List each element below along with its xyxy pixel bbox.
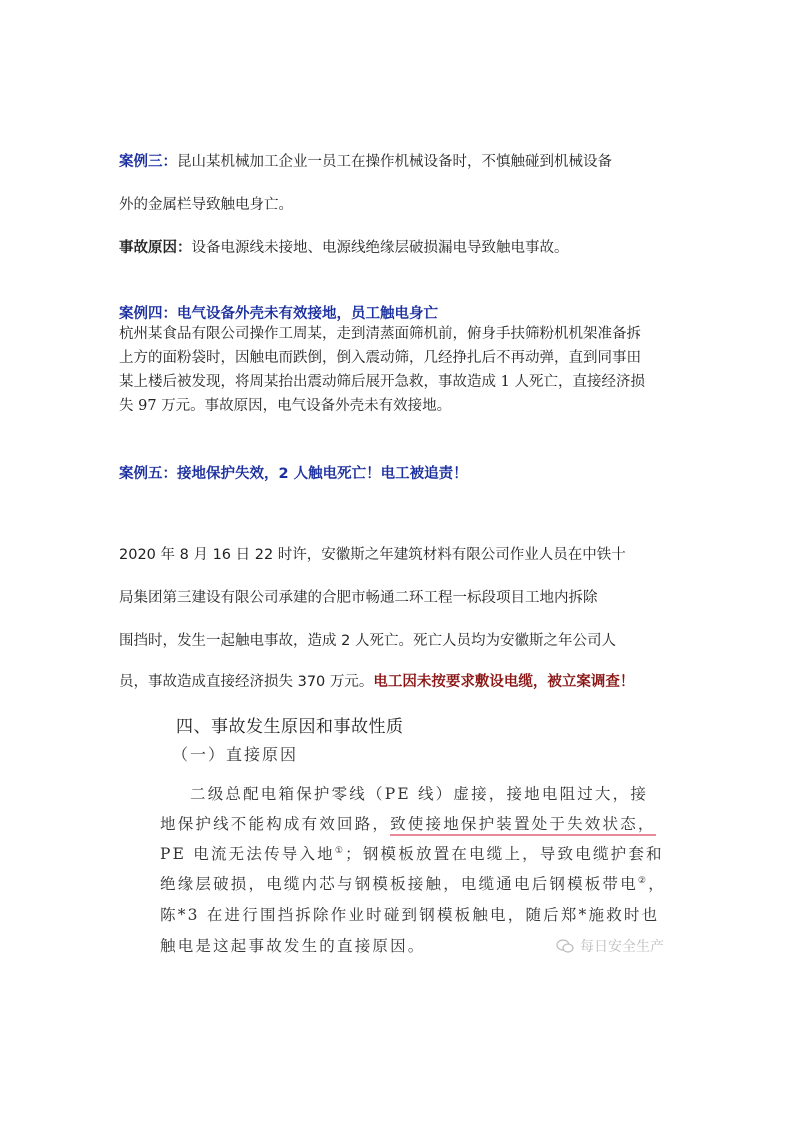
image-subheading: （一）直接原因	[172, 745, 299, 764]
image-line-3b: ；钢模板放置在电缆上，导致电缆护套和	[345, 845, 664, 863]
case4-line: 杭州某食品有限公司操作工周某，走到清蒸面筛机前，俯身手扶筛粉机机架准备拆	[119, 326, 641, 342]
wechat-icon	[556, 939, 574, 953]
embedded-document-image	[160, 700, 680, 970]
image-line-1: 二级总配电箱保护零线（PE 线）虚接，接地电阻过大，接	[190, 785, 649, 803]
case4-body	[119, 322, 645, 418]
image-line-3a: PE 电流无法传导入地	[160, 845, 335, 863]
case4-title: 案例四：电气设备外壳未有效接地，员工触电身亡	[119, 305, 438, 322]
footnote-marker-1: ①	[334, 845, 346, 856]
image-underlined-text: 致使接地保护装置处于失效状态，	[390, 815, 656, 836]
case3-cause-label: 事故原因：	[119, 240, 192, 256]
case5-line: 局集团第三建设有限公司承建的合肥市畅通二环工程一标段项目工地内拆除	[119, 590, 598, 606]
image-line-4	[160, 872, 666, 894]
image-line-3	[160, 842, 664, 864]
image-line-4b: ，	[648, 875, 666, 893]
footnote-marker-2: ②	[637, 875, 649, 886]
case5-last-line	[119, 670, 634, 691]
case3-cause-text: 设备电源线未接地、电源线绝缘层破损漏电导致触电事故。	[191, 240, 569, 256]
case4-line: 某上楼后被发现，将周某抬出震动筛后展开急救，事故造成 1 人死亡，直接经济损	[119, 374, 645, 390]
case5-highlight: 电工因未按要求敷设电缆，被立案调查！	[373, 674, 635, 690]
image-line-2a: 地保护线不能构成有效回路，	[160, 815, 391, 833]
case5-title: 案例五：接地保护失效，2 人触电死亡！电工被追责！	[119, 466, 468, 482]
case5-line: 员，事故造成直接经济损失 370 万元。	[119, 674, 374, 690]
case4-line: 失 97 万元。事故原因，电气设备外壳未有效接地。	[119, 398, 452, 414]
case3-line1	[119, 150, 612, 171]
image-heading: 四、事故发生原因和事故性质	[176, 717, 404, 737]
case3-cause	[119, 236, 569, 257]
watermark	[556, 936, 664, 956]
image-line-2	[160, 812, 656, 834]
image-line-4a: 绝缘层破损，电缆内芯与钢模板接触，电缆通电后钢模板带电	[160, 875, 638, 893]
image-line-6: 触电是这起事故发生的直接原因。	[160, 937, 426, 955]
watermark-text: 每日安全生产	[580, 939, 664, 955]
image-line-5: 陈*3 在进行围挡拆除作业时碰到钢模板触电，随后郑*施救时也	[160, 906, 660, 924]
case3-text-1: 昆山某机械加工企业一员工在操作机械设备时，不慎触碰到机械设备	[177, 154, 612, 170]
case5-line: 围挡时，发生一起触电事故，造成 2 人死亡。死亡人员均为安徽斯之年公司人	[119, 633, 616, 649]
case4-line: 上方的面粉袋时，因触电而跌倒，倒入震动筛，几经挣扎后不再动弹，直到同事田	[119, 350, 641, 366]
case3-line2: 外的金属栏导致触电身亡。	[119, 197, 293, 213]
case3-label: 案例三：	[119, 154, 177, 170]
case5-line: 2020 年 8 月 16 日 22 时许，安徽斯之年建筑材料有限公司作业人员在中铁十	[119, 547, 626, 563]
